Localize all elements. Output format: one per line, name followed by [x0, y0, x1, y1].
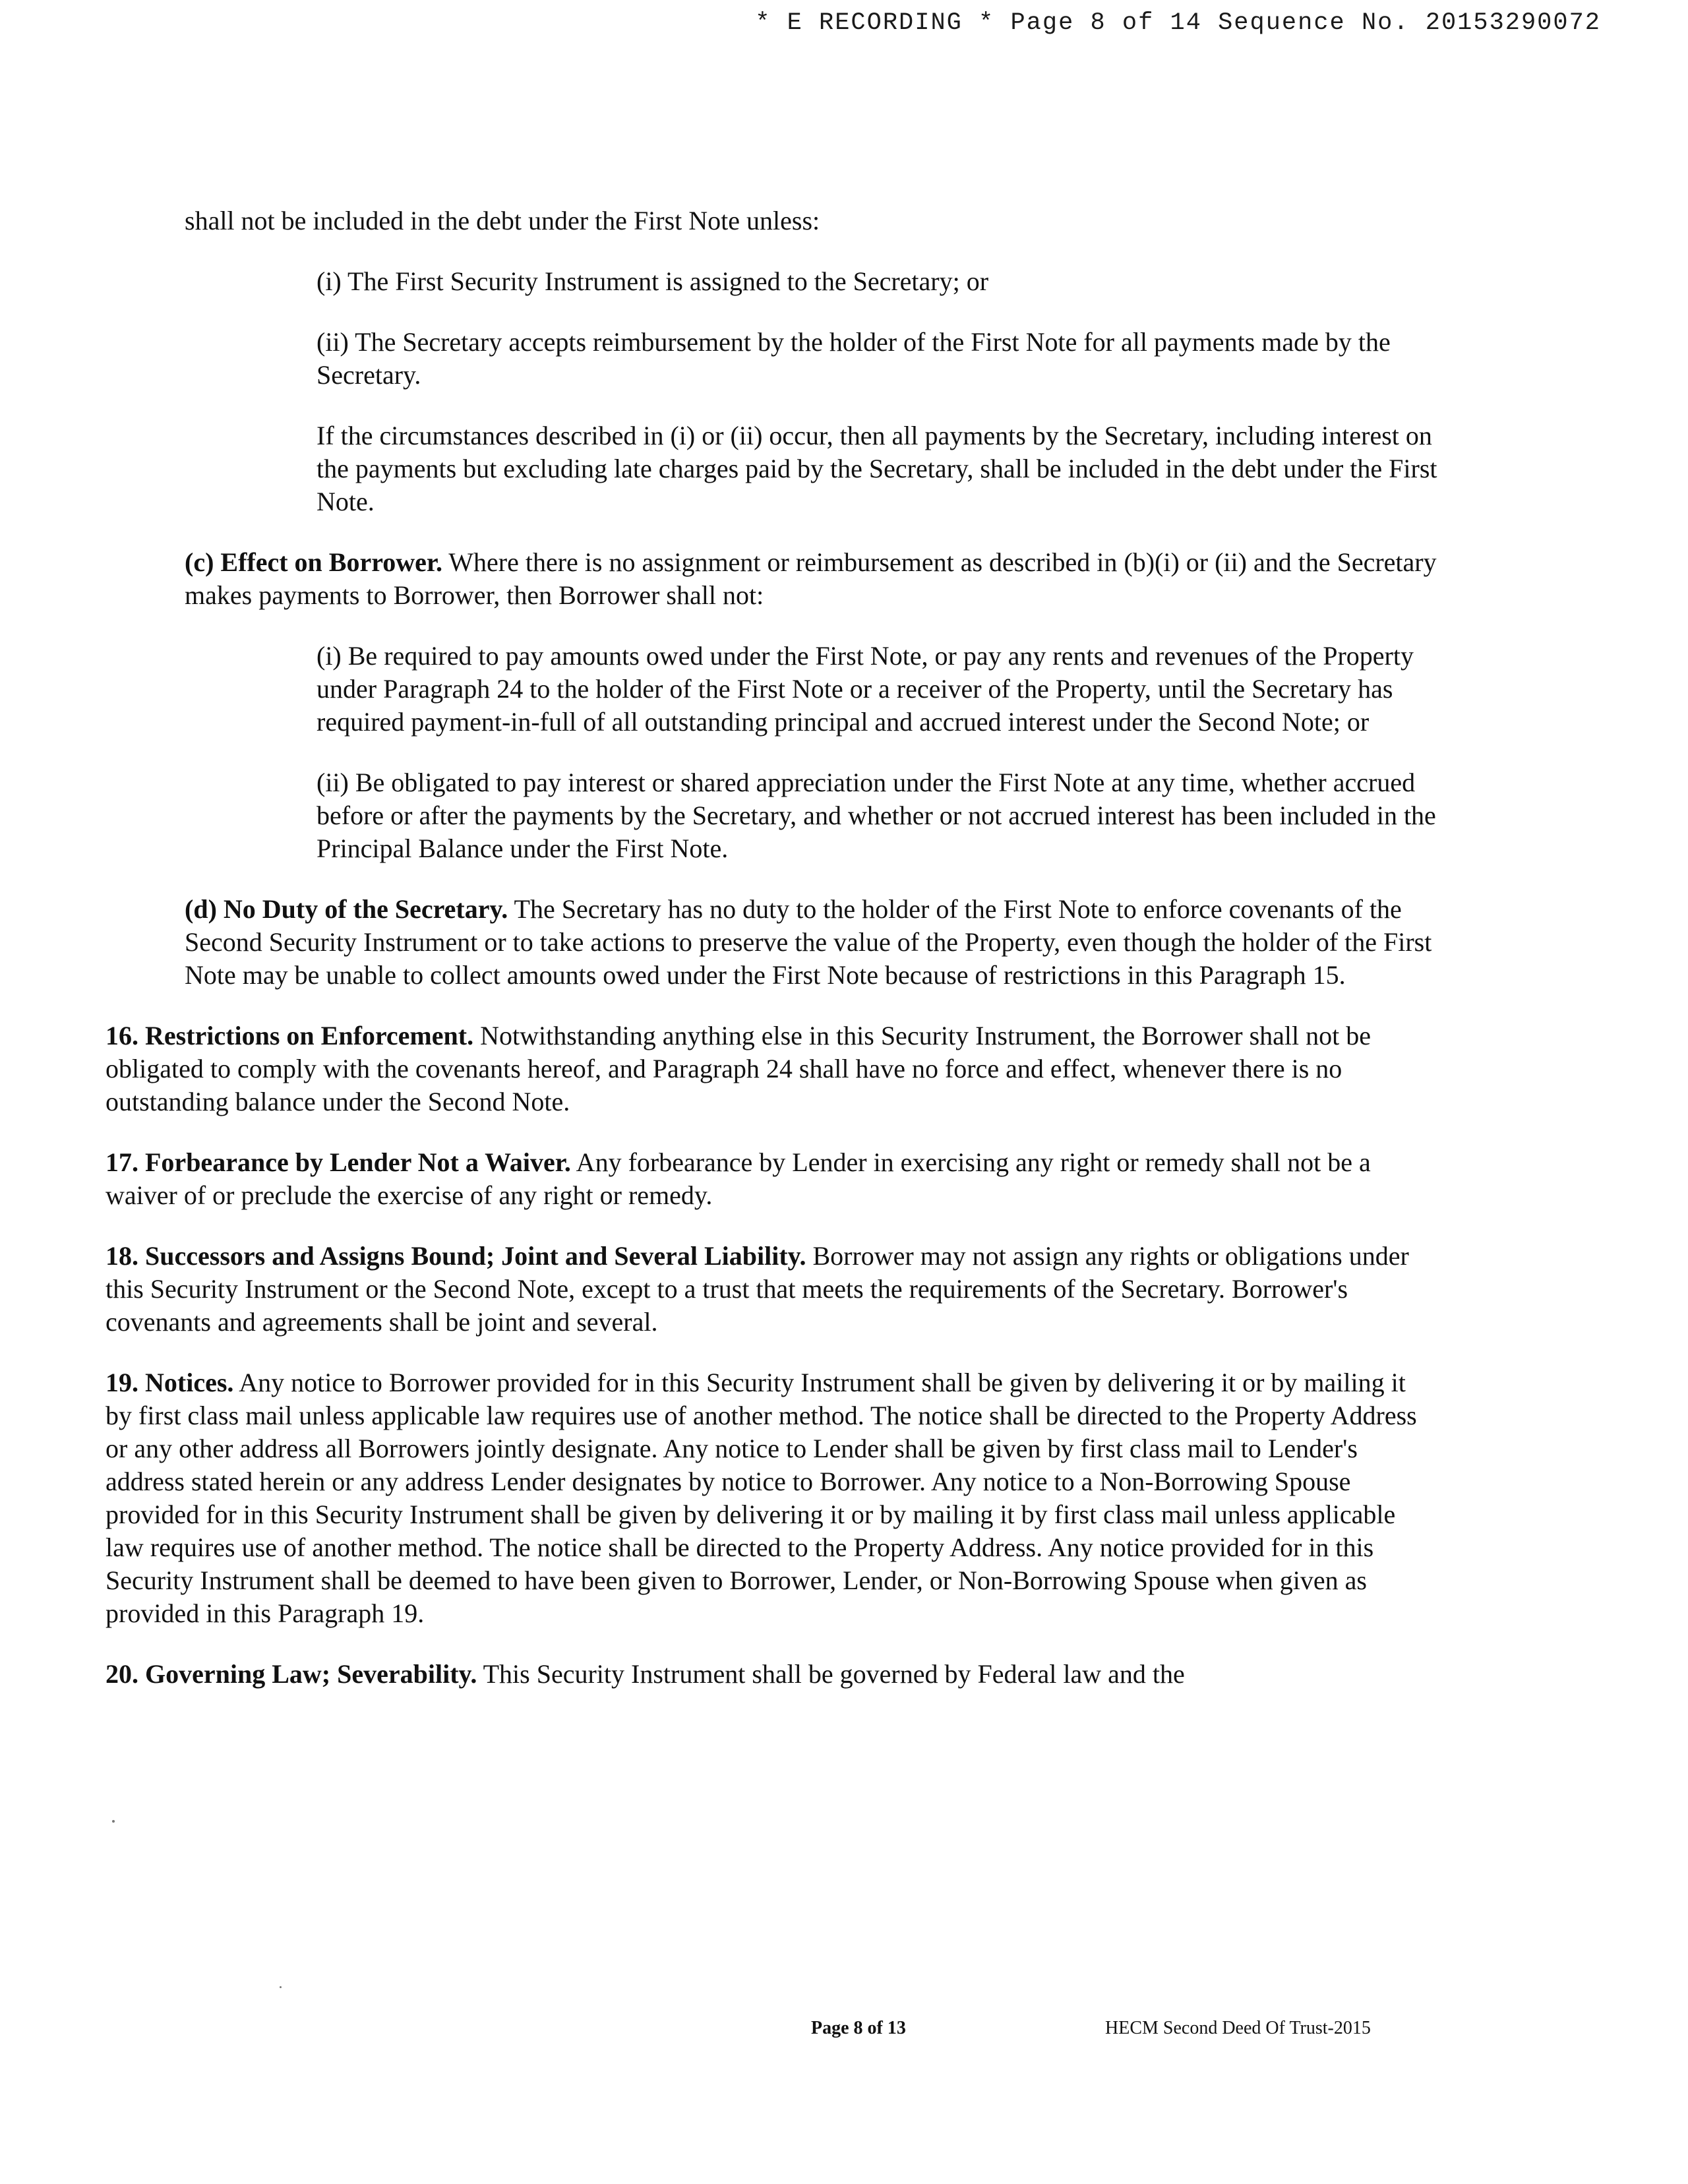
scan-speck — [112, 1820, 115, 1823]
section-17 — [106, 1146, 1437, 1212]
section-c-heading: (c) Effect on Borrower. — [185, 547, 442, 577]
section-16-heading: 16. Restrictions on Enforcement. — [106, 1021, 474, 1050]
clause-c-ii: (ii) Be obligated to pay interest or shared appreciation under the First Note at any time, whether accrued before or after the payments by the Secretary, and whether or not accrued interest has been included in the Principal Balance under the First Note. — [316, 768, 1436, 863]
section-17-heading: 17. Forbearance by Lender Not a Waiver. — [106, 1147, 571, 1177]
section-20 — [106, 1658, 1437, 1691]
section-16 — [106, 1019, 1437, 1118]
section-19-text: Any notice to Borrower provided for in this Security Instrument shall be given by delivering it or by mailing it by first class mail unless applicable law requires use of another method. The notice shall be directed to the Property Address or any other address all Borrowers jointly designate. Any notice to Lender shall be given by first class mail to Lender's address stated herein or any address Lender designates by notice to Borrower. Any notice to a Non-Borrowing Spouse provided for in this Security Instrument shall be given by delivering it or by mailing it by first class mail unless applicable law requires use of another method. The notice shall be directed to the Property Address. Any notice provided for in this Security Instrument shall be deemed to have been given to Borrower, Lender, or Non-Borrowing Spouse when given as provided in this Paragraph 19. — [106, 1368, 1417, 1628]
section-d-heading: (d) No Duty of the Secretary. — [185, 894, 508, 924]
section-16-text: Notwithstanding anything else in this Security Instrument, the Borrower shall not be obligated to comply with the covenants hereof, and Paragraph 24 shall have no force and effect, whenever there is no outstanding balance under the Second Note. — [106, 1021, 1371, 1116]
section-20-text: This Security Instrument shall be governed by Federal law and the — [477, 1659, 1185, 1689]
section-c-text: Where there is no assignment or reimbursement as described in (b)(i) or (ii) and the Secretary makes payments to Borrower, then Borrower shall not: — [185, 547, 1437, 610]
footer-page-number: Page 8 of 13 — [811, 2018, 906, 2038]
clause-b-ii: (ii) The Secretary accepts reimbursement by the holder of the First Note for all payments made by the Secretary. — [316, 327, 1391, 390]
recording-stamp-header: * E RECORDING * Page 8 of 14 Sequence No. 20153290072 — [755, 9, 1601, 37]
section-18 — [106, 1240, 1437, 1339]
section-17-text: Any forbearance by Lender in exercising any right or remedy shall not be a waiver of or preclude the exercise of any right or remedy. — [106, 1147, 1371, 1210]
section-c — [185, 546, 1437, 612]
section-18-heading: 18. Successors and Assigns Bound; Joint and Several Liability. — [106, 1241, 806, 1271]
document-body — [106, 204, 1437, 1718]
clause-b-i: (i) The First Security Instrument is assigned to the Secretary; or — [316, 266, 989, 296]
scan-speck — [280, 1986, 282, 1988]
clause-c-i: (i) Be required to pay amounts owed under the First Note, or pay any rents and revenues of the Property under Paragraph 24 to the holder of the First Note or a receiver of the Property, until the Secretary has required payment-in-full of all outstanding principal and accrued interest under the Second Note; or — [316, 641, 1414, 737]
clause-b-tail: If the circumstances described in (i) or (ii) occur, then all payments by the Secretary, including interest on the payments but excluding late charges paid by the Secretary, shall be included in the debt under the First Note. — [316, 421, 1437, 516]
paragraph-continuation: shall not be included in the debt under the First Note unless: — [185, 206, 820, 235]
section-19 — [106, 1366, 1437, 1630]
section-19-heading: 19. Notices. — [106, 1368, 234, 1397]
section-18-text: Borrower may not assign any rights or obligations under this Security Instrument or the Second Note, except to a trust that meets the requirements of the Secretary. Borrower's covenants and agreements shall be joint and several. — [106, 1241, 1409, 1337]
section-20-heading: 20. Governing Law; Severability. — [106, 1659, 477, 1689]
footer-form-name: HECM Second Deed Of Trust-2015 — [1105, 2018, 1371, 2038]
section-d-text: The Secretary has no duty to the holder of the First Note to enforce covenants of the Second Security Instrument or to take actions to preserve the value of the Property, even though the holder of the First Note may be unable to collect amounts owed under the First Note because of restrictions in this Paragraph 15. — [185, 894, 1432, 990]
section-d — [185, 893, 1437, 992]
